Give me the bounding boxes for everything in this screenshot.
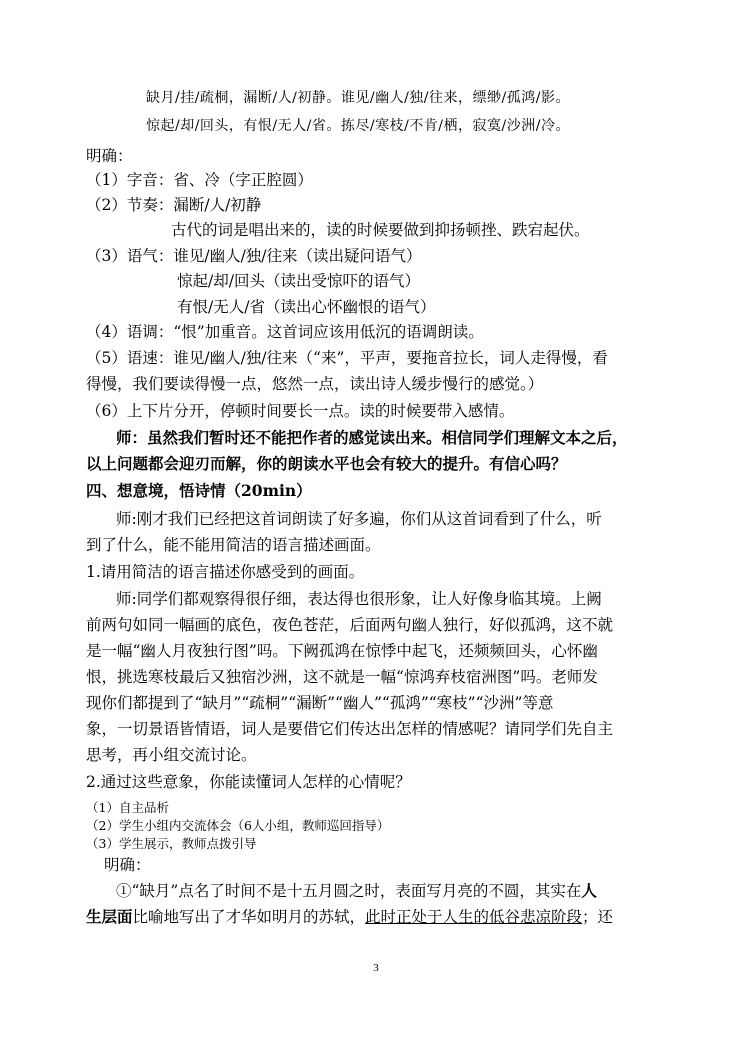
teacher-remark-2-line-2: 到了什么，能不能用简洁的语言描述画面。 xyxy=(86,536,381,554)
step-3: （3）学生展示，教师点拨引导 xyxy=(86,836,257,851)
analysis-text-2: 比喻地写出了才华如明月的苏轼， xyxy=(132,908,366,926)
reading-point-4: （4）语调：“恨”加重音。这首词应该用低沉的语调朗读。 xyxy=(86,323,484,341)
reading-point-5-line-1: （5）语速：谁见/幽人/独/往来（“来”，平声，要拖音拉长，词人走得慢，看 xyxy=(86,349,608,367)
step-2: （2）学生小组内交流体会（6人小组，教师巡回指导） xyxy=(86,818,390,833)
teacher-remark-3-line-6: 象，一切景语皆情语，词人是要借它们传达出怎样的情感呢？请同学们先自主 xyxy=(86,720,614,738)
reading-point-2: （2）节奏：漏断/人/初静 xyxy=(86,196,262,214)
clarification-label-2: 明确： xyxy=(104,856,151,874)
analysis-line-1 xyxy=(116,881,597,901)
analysis-line-2 xyxy=(86,907,613,927)
reading-point-3-line-3: 有恨/无人/省（读出心怀幽恨的语气） xyxy=(177,298,436,316)
teacher-remark-1-line-2: 以上问题都会迎刃而解，你的朗读水平也会有较大的提升。有信心吗？ xyxy=(86,454,567,473)
question-1: 1.请用简洁的语言描述你感受到的画面。 xyxy=(86,563,365,581)
reading-point-3-line-2: 惊起/却/回头（读出受惊吓的语气） xyxy=(177,272,420,290)
question-2: 2.通过这些意象，你能读懂词人怎样的心情呢？ xyxy=(86,773,411,791)
step-1: （1）自主品析 xyxy=(86,800,169,815)
poem-line-2: 惊起/却/回头，有恨/无人/省。拣尽/寒枝/不肯/栖，寂寞/沙洲/冷。 xyxy=(146,118,570,134)
teacher-remark-2-line-1: 师:刚才我们已经把这首词朗读了好多遍，你们从这首词看到了什么，听 xyxy=(116,510,602,528)
reading-point-5-line-2: 得慢，我们要读得慢一点，悠然一点，读出诗人缓步慢行的感觉。） xyxy=(86,375,544,393)
reading-point-1: （1）字音：省、冷（字正腔圆） xyxy=(86,171,313,189)
teacher-remark-1-line-1: 师：虽然我们暂时还不能把作者的感觉读出来。相信同学们理解文本之后， xyxy=(116,428,628,447)
section-4-heading: 四、想意境，悟诗情（20min） xyxy=(86,481,312,500)
reading-point-2-note: 古代的词是唱出来的，读的时候要做到抑扬顿挫、跌宕起伏。 xyxy=(171,221,590,239)
clarification-label: 明确： xyxy=(86,147,133,165)
page-number: 3 xyxy=(373,962,379,974)
teacher-remark-3-line-1: 师:同学们都观察得很仔细，表达得也很形象，让人好像身临其境。上阙 xyxy=(116,590,602,608)
teacher-remark-3-line-3: 是一幅“幽人月夜独行图”吗。下阙孤鸿在惊悸中起飞，还频频回头，心怀幽 xyxy=(86,642,598,660)
reading-point-6: （6）上下片分开，停顿时间要长一点。读的时候要带入感情。 xyxy=(86,402,515,420)
analysis-emphasis: 人 xyxy=(581,881,597,900)
poem-line-1: 缺月/挂/疏桐，漏断/人/初静。谁见/幽人/独/往来，缥缈/孤鸿/影。 xyxy=(146,90,570,106)
analysis-emphasis-2: 生层面 xyxy=(86,907,133,926)
analysis-underlined: 此时正处于人生的低谷悲凉阶段 xyxy=(365,908,583,926)
analysis-text: ①“缺月”点名了时间不是十五月圆之时，表面写月亮的不圆，其实在 xyxy=(116,882,582,900)
teacher-remark-3-line-7: 思考，再小组交流讨论。 xyxy=(86,746,257,764)
teacher-remark-3-line-4: 恨，挑选寒枝最后又独宿沙洲，这不就是一幅“惊鸿弃枝宿洲图”吗。老师发 xyxy=(86,668,598,686)
teacher-remark-3-line-2: 前两句如同一幅画的底色，夜色苍茫，后面两句幽人独行，好似孤鸿，这不就 xyxy=(86,616,614,634)
teacher-remark-3-line-5: 现你们都提到了“缺月”“疏桐”“漏断”“幽人”“孤鸿”“寒枝”“沙洲”等意 xyxy=(86,694,554,712)
reading-point-3: （3）语气：谁见/幽人/独/往来（读出疑问语气） xyxy=(86,247,422,265)
analysis-text-3: ；还 xyxy=(582,908,614,926)
